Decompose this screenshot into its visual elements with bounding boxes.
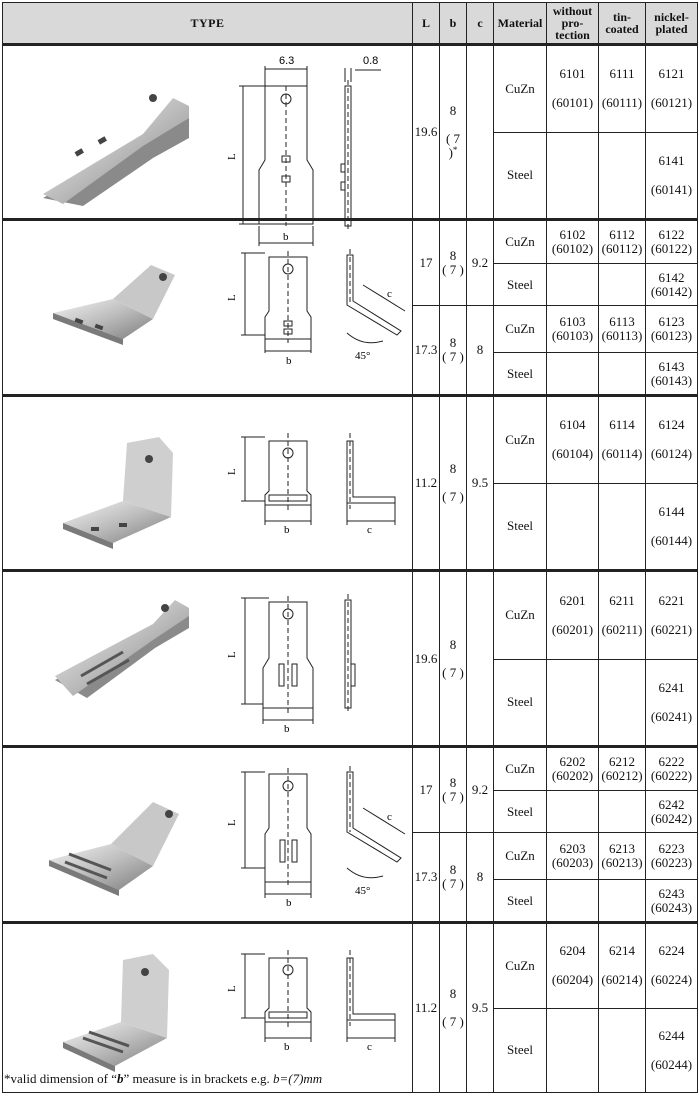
cell-nickel-plated: [646, 880, 698, 923]
dim-label-b: b: [286, 355, 292, 367]
part-number: 6102: [559, 227, 586, 242]
cell-material: CuZn: [494, 45, 547, 133]
part-number-alt: (60212): [601, 768, 643, 783]
part-number-alt: (60243): [650, 899, 693, 915]
tin-coated-label: tin- coated: [605, 10, 639, 36]
cell-l: 17: [413, 220, 440, 306]
cell-material: CuZn: [494, 923, 547, 1009]
cell-nickel-plated: [646, 396, 698, 484]
cell-nickel-plated: [646, 306, 698, 353]
b-alt-value: ( 7 ): [442, 876, 464, 891]
cell-l: 17.3: [413, 306, 440, 396]
part-number-alt: (60221): [650, 621, 693, 637]
cell-without-protection: [547, 483, 599, 571]
col-header-tin-coated: [599, 3, 646, 45]
cell-tin-coated: [599, 571, 646, 660]
footnote: [4, 1071, 322, 1087]
dim-label-c: c: [387, 811, 392, 823]
b-alt-value: ( 7 ): [442, 664, 464, 680]
cell-nickel-plated: [646, 747, 698, 791]
part-number: 6203: [559, 841, 586, 856]
part-number-alt: (60104): [551, 446, 594, 462]
dim-label-l: L: [226, 651, 238, 658]
dim-label-c: c: [367, 1041, 372, 1053]
part-number-alt: (60111): [601, 95, 643, 111]
b-value: 8: [449, 248, 457, 263]
cell-b: [440, 571, 467, 747]
part-number-alt: (60203): [551, 855, 594, 870]
part-number: 6241: [658, 679, 685, 695]
cell-l: 11.2: [413, 396, 440, 571]
dim-label-l: L: [226, 985, 238, 992]
cell-b: [440, 45, 467, 220]
cell-material: Steel: [494, 353, 547, 396]
cell-tin-coated: [599, 396, 646, 484]
cell-nickel-plated: [646, 45, 698, 133]
cell-without-protection: [547, 791, 599, 833]
cell-b: [440, 747, 467, 833]
cell-nickel-plated: [646, 353, 698, 396]
part-number: 6214: [609, 943, 635, 959]
cell-nickel-plated: [646, 923, 698, 1009]
type-cell-straight-1: [3, 45, 413, 243]
type-cell-angled-45-2: [3, 747, 413, 923]
cell-nickel-plated: [646, 483, 698, 571]
part-number-alt: (60223): [650, 855, 693, 870]
part-number: 6221: [658, 592, 685, 608]
part-number: 6122: [658, 227, 685, 242]
footnote-variable: b: [117, 1071, 124, 1086]
cell-tin-coated: [599, 132, 646, 220]
cell-l: 19.6: [413, 571, 440, 747]
part-number-alt: (60123): [650, 328, 693, 343]
part-number-alt: (60102): [551, 241, 594, 256]
cell-without-protection: [547, 132, 599, 220]
part-number: 6243: [658, 885, 685, 901]
part-number-alt: (60201): [551, 621, 594, 637]
part-number: 6101: [559, 66, 586, 82]
part-number: 6114: [609, 417, 635, 433]
dim-label-l: L: [226, 819, 238, 826]
cell-material: Steel: [494, 483, 547, 571]
part-number: 6202: [559, 754, 586, 769]
b-alt-value: ( 7 ): [442, 262, 464, 277]
table-row: [3, 923, 698, 1009]
b-value: 8: [449, 461, 457, 476]
footnote-prefix: *valid dimension of “: [4, 1071, 118, 1086]
cell-without-protection: [547, 264, 599, 306]
cell-without-protection: [547, 747, 599, 791]
part-number: 6142: [658, 269, 685, 285]
part-number-alt: (60244): [650, 1056, 693, 1072]
cell-c: 8: [467, 833, 494, 923]
col-header-type: TYPE: [3, 3, 413, 45]
cell-material: Steel: [494, 1008, 547, 1093]
cell-nickel-plated: [646, 220, 698, 264]
part-number: 6112: [609, 227, 635, 242]
cell-without-protection: [547, 571, 599, 660]
cell-without-protection: [547, 45, 599, 133]
col-header-b: b: [440, 3, 467, 45]
cell-without-protection: [547, 220, 599, 264]
cell-material: Steel: [494, 264, 547, 306]
part-number: 6204: [559, 943, 586, 959]
cell-nickel-plated: [646, 833, 698, 880]
part-number: 6103: [559, 314, 586, 329]
dim-label-b: b: [286, 897, 292, 909]
part-number-alt: (60103): [551, 328, 594, 343]
part-number: 6124: [658, 417, 685, 433]
cell-material: CuZn: [494, 396, 547, 484]
cell-c: [467, 45, 494, 220]
part-number: 6223: [658, 841, 685, 856]
part-number: 6213: [609, 841, 635, 856]
b-alt-value: ( 7 ): [445, 131, 461, 160]
dim-label-c: c: [387, 288, 392, 300]
cell-l: 17: [413, 747, 440, 833]
col-header-l: L: [413, 3, 440, 45]
straight-tab-illustration: [3, 46, 413, 243]
cell-tin-coated: [599, 306, 646, 353]
cell-material: CuZn: [494, 571, 547, 660]
part-number: 6141: [658, 152, 685, 168]
part-number: 6113: [609, 314, 635, 329]
part-number-alt: (60241): [650, 708, 693, 724]
part-number-alt: (60141): [650, 181, 693, 197]
cell-l: 17.3: [413, 833, 440, 923]
type-cell-right-angle-2: [3, 923, 413, 1093]
table-row: [3, 396, 698, 484]
cell-nickel-plated: [646, 659, 698, 747]
part-number-alt: (60242): [650, 810, 693, 826]
part-number-alt: (60202): [551, 768, 594, 783]
angled-tab-illustration: [3, 221, 413, 394]
dim-label-b: b: [284, 524, 290, 536]
cell-nickel-plated: [646, 571, 698, 660]
part-number-alt: (60222): [650, 768, 693, 783]
part-number: 6201: [559, 592, 586, 608]
without-protection-label: without pro- tection: [552, 4, 593, 42]
cell-tin-coated: [599, 659, 646, 747]
part-number-alt: (60143): [650, 372, 693, 388]
part-number: 6212: [609, 754, 635, 769]
cell-c: 9.2: [467, 747, 494, 833]
straight-tab-slotted-illustration: [3, 572, 413, 745]
dim-label-b: b: [284, 723, 290, 735]
cell-without-protection: [547, 880, 599, 923]
right-angle-tab-illustration: [3, 397, 413, 569]
part-number-alt: (60204): [551, 972, 594, 988]
part-number-alt: (60101): [551, 95, 594, 111]
b-alt-value: ( 7 ): [442, 489, 464, 504]
right-angle-tab-slotted-illustration: [3, 924, 413, 1092]
dim-label-b: b: [284, 1041, 290, 1053]
part-number: 6222: [658, 754, 685, 769]
cell-tin-coated: [599, 833, 646, 880]
dim-label-l: L: [226, 153, 238, 160]
b-alt-value: ( 7 ): [442, 349, 464, 364]
b-value: 8: [449, 986, 457, 1001]
col-header-c: c: [467, 3, 494, 45]
cell-tin-coated: [599, 483, 646, 571]
cell-tin-coated: [599, 45, 646, 133]
nickel-plated-label: nickel- plated: [654, 10, 689, 36]
cell-c: 9.2: [467, 220, 494, 306]
cell-b: [440, 923, 467, 1093]
part-number-alt: (60142): [650, 283, 693, 299]
col-header-nickel-plated: [646, 3, 698, 45]
part-number-alt: (60224): [650, 972, 693, 988]
cell-material: CuZn: [494, 747, 547, 791]
angled-tab-slotted-illustration: [3, 748, 413, 921]
part-number-alt: (60144): [650, 532, 693, 548]
b-value: 8: [449, 862, 457, 877]
part-number-alt: (60214): [601, 972, 643, 988]
table-row: [3, 45, 698, 133]
cell-c: 9.5: [467, 923, 494, 1093]
part-number-alt: (60211): [601, 621, 643, 637]
dim-label-b: b: [283, 231, 289, 243]
cell-material: Steel: [494, 791, 547, 833]
col-header-without-protection: [547, 3, 599, 45]
cell-without-protection: [547, 396, 599, 484]
b-alt-value: ( 7 ): [442, 789, 464, 804]
dim-label-width: 6.3: [279, 55, 295, 67]
dim-label-l: L: [226, 294, 238, 301]
cell-tin-coated: [599, 220, 646, 264]
b-footnote-mark: *: [452, 145, 458, 155]
cell-tin-coated: [599, 880, 646, 923]
footnote-example: b=(7)mm: [272, 1071, 323, 1086]
cell-material: CuZn: [494, 306, 547, 353]
b-alt-value: ( 7 ): [442, 1014, 464, 1029]
footnote-middle: ” measure is in brackets e.g.: [123, 1071, 273, 1086]
dim-label-thickness: 0.8: [363, 55, 379, 67]
part-number-alt: (60121): [650, 95, 693, 111]
cell-b: [440, 396, 467, 571]
part-number: 6224: [658, 943, 685, 959]
angle-label: 45°: [355, 885, 371, 897]
part-number-alt: (60124): [650, 446, 693, 462]
cell-nickel-plated: [646, 132, 698, 220]
cell-without-protection: [547, 833, 599, 880]
cell-b: [440, 220, 467, 306]
cell-b: [440, 833, 467, 923]
terminal-spec-table: [2, 2, 698, 1093]
cell-tin-coated: [599, 264, 646, 306]
cell-c: 9.5: [467, 396, 494, 571]
part-number: 6121: [658, 66, 685, 82]
cell-tin-coated: [599, 791, 646, 833]
cell-material: Steel: [494, 132, 547, 220]
dim-label-c: c: [367, 524, 372, 536]
cell-material: CuZn: [494, 220, 547, 264]
cell-material: Steel: [494, 880, 547, 923]
cell-tin-coated: [599, 923, 646, 1009]
cell-without-protection: [547, 353, 599, 396]
table-row: [3, 571, 698, 660]
type-cell-angled-45-1: [3, 220, 413, 396]
part-number: 6104: [559, 417, 586, 433]
cell-c: 8: [467, 306, 494, 396]
cell-nickel-plated: [646, 264, 698, 306]
cell-l: 19.6: [413, 45, 440, 220]
part-number-alt: (60112): [601, 241, 643, 256]
b-value: 8: [449, 335, 457, 350]
part-number: 6123: [658, 314, 685, 329]
type-cell-right-angle-1: [3, 396, 413, 571]
part-number-alt: (60113): [601, 328, 643, 343]
type-cell-straight-2: [3, 571, 413, 747]
part-number-alt: (60213): [601, 855, 643, 870]
part-number-alt: (60114): [601, 446, 643, 462]
part-number: 6143: [658, 358, 685, 374]
part-number: 6144: [658, 503, 685, 519]
part-number-alt: (60122): [650, 241, 693, 256]
b-value: 8: [449, 775, 457, 790]
cell-nickel-plated: [646, 791, 698, 833]
cell-tin-coated: [599, 353, 646, 396]
cell-l: 11.2: [413, 923, 440, 1093]
cell-c: [467, 571, 494, 747]
col-header-material: Material: [494, 3, 547, 45]
part-number: 6211: [609, 592, 635, 608]
cell-material: Steel: [494, 659, 547, 747]
part-number: 6111: [609, 66, 635, 82]
cell-tin-coated: [599, 747, 646, 791]
b-value: 8: [449, 103, 457, 118]
cell-tin-coated: [599, 1008, 646, 1093]
cell-b: [440, 306, 467, 396]
dim-label-l: L: [226, 468, 238, 475]
cell-without-protection: [547, 1008, 599, 1093]
angle-label: 45°: [355, 350, 371, 362]
part-number: 6242: [658, 796, 685, 812]
cell-without-protection: [547, 923, 599, 1009]
b-value: 8: [449, 636, 457, 652]
cell-without-protection: [547, 659, 599, 747]
cell-without-protection: [547, 306, 599, 353]
cell-nickel-plated: [646, 1008, 698, 1093]
table-row: [3, 747, 698, 791]
cell-material: CuZn: [494, 833, 547, 880]
part-number: 6244: [658, 1027, 685, 1043]
